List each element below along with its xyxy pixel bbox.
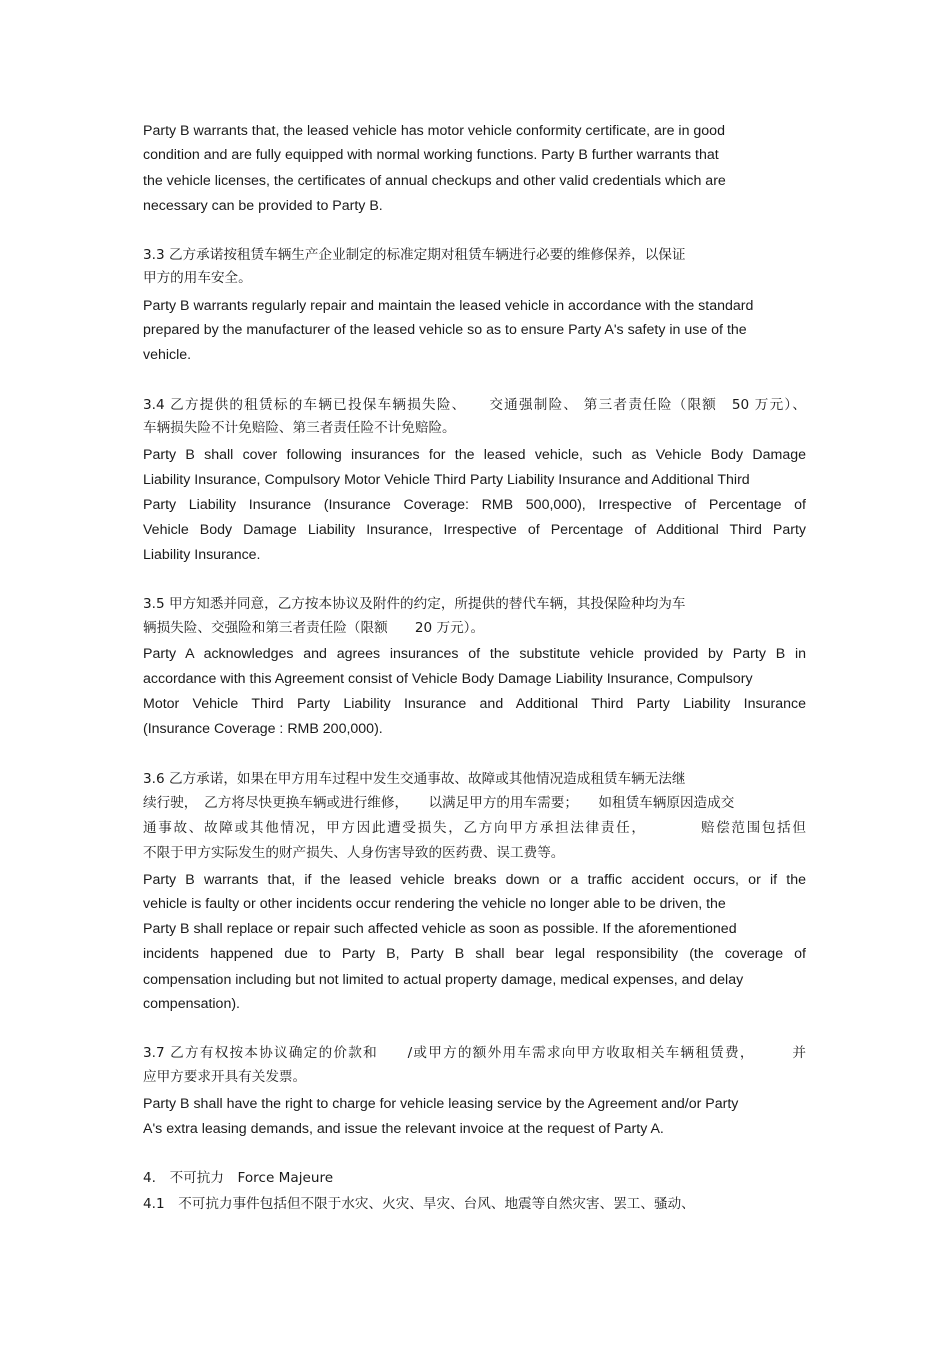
b1-line-4: necessary can be provided to Party B. (143, 198, 383, 214)
section-3-3-en-line-3: vehicle. (143, 347, 192, 363)
section-3-5-zh-line-1: 3.5 甲方知悉并同意，乙方按本协议及附件的约定，所提供的替代车辆，其投保险种均为车 (143, 596, 686, 612)
section-3-4-en-line-4: Vehicle Body Damage Liability Insurance, Irrespective of Percentage of Additional Third Party (143, 522, 806, 538)
section-3-3-en-line-1: Party B warrants regularly repair and maintain the leased vehicle in accordance with the standard (143, 298, 754, 314)
section-4-heading: 4. 不可抗力 Force Majeure (143, 1170, 334, 1186)
section-3-7-zh-line-1: 3.7 乙方有权按本协议确定的价款和 /或甲方的额外用车需求向甲方收取相关车辆租赁费， 并 (143, 1045, 806, 1061)
section-3-6-zh-line-4: 不限于甲方实际发生的财产损失、人身伤害导致的医药费、误工费等。 (143, 845, 565, 861)
b1-line-1: Party B warrants that, the leased vehicle has motor vehicle conformity certificate, are in good (143, 123, 725, 139)
section-3-3-zh-line-1: 3.3 乙方承诺按租赁车辆生产企业制定的标准定期对租赁车辆进行必要的维修保养，以保证 (143, 247, 686, 263)
section-3-5-en-line-3: Motor Vehicle Third Party Liability Insurance and Additional Third Party Liability Insurance (143, 696, 806, 712)
section-3-7-zh-line-2: 应甲方要求开具有关发票。 (143, 1069, 307, 1085)
section-3-5-zh-line-2: 辆损失险、交强险和第三者责任险（限额 20 万元）。 (143, 620, 485, 636)
section-3-6-zh-line-3: 通事故、故障或其他情况，甲方因此遭受损失，乙方向甲方承担法律责任， 赔偿范围包括但 (143, 820, 806, 836)
section-3-7-en-line-2: A's extra leasing demands, and issue the relevant invoice at the request of Party A. (143, 1121, 664, 1137)
section-3-4-en-line-3: Party Liability Insurance (Insurance Coverage: RMB 500,000), Irrespective of Percentage of (143, 497, 806, 513)
section-3-6-en-line-1: Party B warrants that, if the leased vehicle breaks down or a traffic accident occurs, or if the (143, 872, 806, 888)
section-3-4-zh-line-1: 3.4 乙方提供的租赁标的车辆已投保车辆损失险、 交通强制险、 第三者责任险（限额 50 万元）、 (143, 397, 806, 413)
section-3-6-zh-line-2: 续行驶， 乙方将尽快更换车辆或进行维修， 以满足甲方的用车需要； 如租赁车辆原因造成交 (143, 795, 735, 811)
section-3-6-en-line-2: vehicle is faulty or other incidents occur rendering the vehicle no longer able to be driven, the (143, 896, 726, 912)
section-3-6-zh-line-1: 3.6 乙方承诺，如果在甲方用车过程中发生交通事故、故障或其他情况造成租赁车辆无法继 (143, 771, 686, 787)
section-3-5-en-line-2: accordance with this Agreement consist of Vehicle Body Damage Liability Insurance, Compulsory (143, 671, 753, 687)
section-3-6-en-line-3: Party B shall replace or repair such affected vehicle as soon as possible. If the aforementioned (143, 921, 737, 937)
section-3-3-zh-line-2: 甲方的用车安全。 (143, 270, 252, 286)
section-3-3-en-line-2: prepared by the manufacturer of the leased vehicle so as to ensure Party A's safety in use of the (143, 322, 747, 338)
section-3-7-en-line-1: Party B shall have the right to charge for vehicle leasing service by the Agreement and/or Party (143, 1096, 739, 1112)
section-3-6-en-line-6: compensation). (143, 996, 240, 1012)
section-4-1-line-1: 4.1 不可抗力事件包括但不限于水灾、火灾、旱灾、台风、地震等自然灾害、罢工、骚动、 (143, 1196, 695, 1212)
b1-line-3: the vehicle licenses, the certificates of annual checkups and other valid credentials which are (143, 173, 726, 189)
section-3-6-en-line-5: compensation including but not limited to actual property damage, medical expenses, and delay (143, 972, 744, 988)
section-3-4-en-line-5: Liability Insurance. (143, 547, 261, 563)
section-3-5-en-line-1: Party A acknowledges and agrees insurances of the substitute vehicle provided by Party B in (143, 646, 806, 662)
section-3-4-zh-line-2: 车辆损失险不计免赔险、第三者责任险不计免赔险。 (143, 420, 456, 436)
section-3-4-en-line-1: Party B shall cover following insurances for the leased vehicle, such as Vehicle Body Damage (143, 447, 806, 463)
section-3-5-en-line-4: (Insurance Coverage : RMB 200,000). (143, 721, 383, 737)
b1-line-2: condition and are fully equipped with normal working functions. Party B further warrants that (143, 147, 719, 163)
section-3-6-en-line-4: incidents happened due to Party B, Party B shall bear legal responsibility (the coverage of (143, 946, 806, 962)
section-3-4-en-line-2: Liability Insurance, Compulsory Motor Vehicle Third Party Liability Insurance and Additional Third (143, 472, 750, 488)
